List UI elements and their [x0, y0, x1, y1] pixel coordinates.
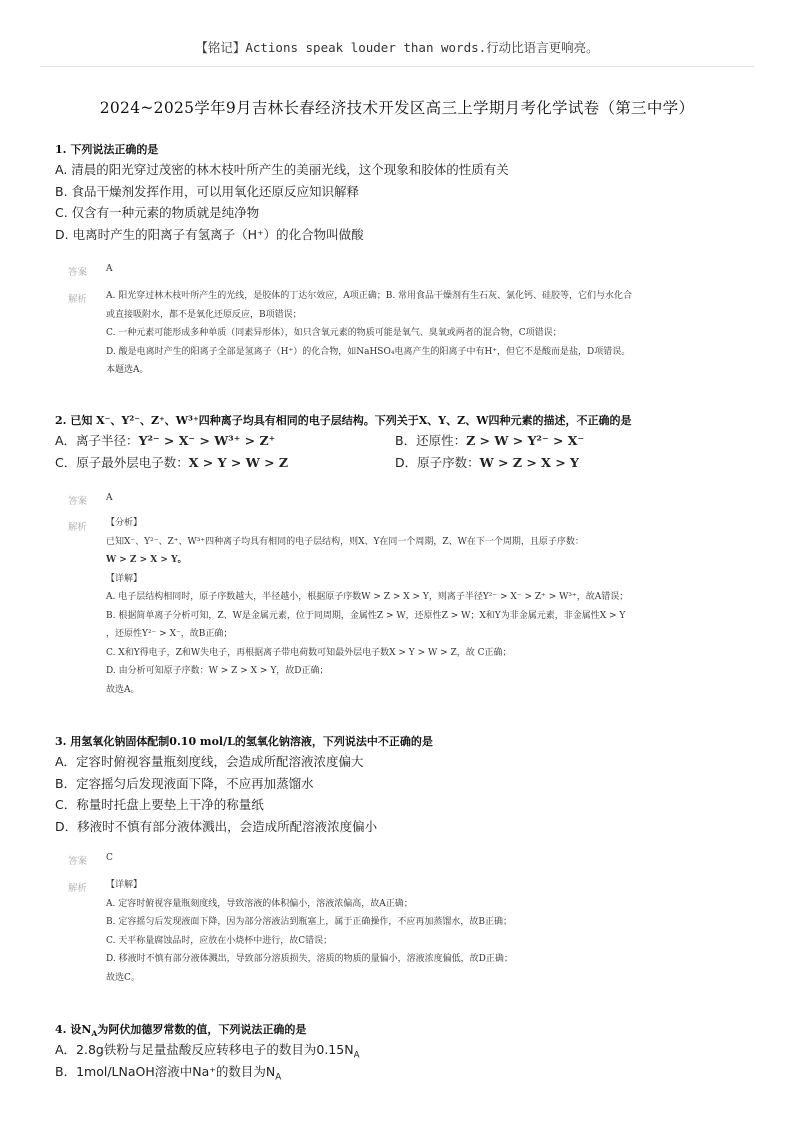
question-1-answer: A	[106, 264, 113, 274]
question-2-stem: 2. 已知 X⁻、Y²⁻、Z⁺、W³⁺四种离子均具有相同的电子层结构。下列关于X、Y、Z、W四种元素的描述，不正确的是	[55, 414, 632, 427]
question-2	[55, 412, 755, 473]
option-label: B．还原性：	[395, 433, 467, 448]
analysis-line: 已知X⁻、Y²⁻、Z⁺、W³⁺四种离子均具有相同的电子层结构，则X、Y在同一个周期，Z、W在下一个周期，且原子序数：	[106, 536, 584, 547]
question-4-option-a: A．2.8g铁粉与足量盐酸反应转移电子的数目为$0.15N_A$	[55, 1042, 360, 1061]
analysis-line: 或直接吸附水，都不是氧化还原反应，B项错误；	[106, 309, 302, 320]
analysis-line: 【详解】	[106, 573, 143, 584]
analysis-line: C. 天平称量腐蚀品时，应放在小烧杯中进行，故C错误；	[106, 935, 333, 946]
analysis-line: C. 一种元素可能形成多种单质（同素异形体），如只含氧元素的物质可能是氧气、臭氧或两者的混合物，C项错误；	[106, 328, 562, 338]
option-formula: X > Y > W > Z	[188, 454, 289, 470]
question-2-option-d	[395, 452, 735, 474]
question-3-stem: 3. 用氢氧化钠固体配制0.10 mol/L的氢氧化钠溶液，下列说法中不正确的是	[55, 735, 433, 748]
question-2-answer: A	[106, 493, 113, 503]
question-2-option-c	[55, 452, 395, 474]
analysis-line: D. 酸是电离时产生的阳离子全部是氢离子（H⁺）的化合物，如NaHSO₄电离产生的阳离子中有H⁺，但它不是酸而是盐，D项错误。	[106, 346, 631, 357]
question-3-analysis	[106, 876, 728, 987]
analysis-label: 解析	[68, 883, 88, 894]
option-label: C．原子最外层电子数：	[55, 454, 189, 470]
option-formula: Z > W > Y²⁻ > X⁻	[466, 433, 585, 448]
question-1-option-d: D. 电离时产生的阳离子有氢离子（H⁺）的化合物叫做酸	[55, 226, 364, 242]
question-1-stem: 1. 下列说法正确的是	[55, 143, 159, 156]
analysis-line: C. X和Y得电子，Z和W失电子，再根据离子带电荷数可知最外层电子数X > Y > W > Z，故 C正确；	[106, 647, 512, 658]
question-1	[55, 141, 755, 245]
option-formula: W > Z > X > Y	[479, 454, 579, 470]
analysis-line: D. 由分析可知原子序数：W > Z > X > Y，故D正确；	[106, 666, 329, 676]
option-formula: Y²⁻ > X⁻ > W³⁺ > Z⁺	[138, 433, 276, 448]
motto-header: 【铭记】Actions speak louder than words.行动比语言更响亮。	[195, 40, 599, 55]
analysis-line: W > Z > X > Y。	[106, 555, 187, 565]
analysis-label: 解析	[68, 522, 88, 533]
question-3-answer: C	[106, 853, 113, 863]
analysis-line: ，还原性Y²⁻ > X⁻，故B正确；	[106, 629, 233, 639]
question-4-option-b: B．1mol/LNaOH溶液中Na⁺的数目为$N_A$	[55, 1063, 282, 1082]
header-divider	[40, 66, 754, 67]
question-3-option-c: C．称量时托盘上要垫上干净的称量纸	[55, 797, 264, 812]
analysis-line: 故选C。	[106, 972, 140, 983]
page-title: 2024~2025学年9月吉林长春经济技术开发区高三上学期月考化学试卷（第三中学）	[99, 99, 695, 117]
analysis-line: 故选A。	[106, 684, 140, 695]
question-1-analysis	[106, 287, 728, 380]
question-1-option-b: B. 食品干燥剂发挥作用，可以用氧化还原反应知识解释	[55, 183, 360, 199]
question-2-option-a	[55, 430, 395, 452]
analysis-line: 本题选A。	[106, 365, 149, 375]
analysis-line: B. 定容摇匀后发现液面下降，因为部分溶液沾到瓶塞上，属于正确操作，不应再加蒸馏水，故B正确；	[106, 917, 512, 927]
question-4	[55, 1021, 755, 1082]
answer-label: 答案	[68, 856, 88, 867]
analysis-line: A. 电子层结构相同时，原子序数越大，半径越小，根据原子序数W > Z > X > Y，则离子半径Y²⁻ > X⁻ > Z⁺ > W³⁺，故A错误；	[106, 592, 629, 602]
question-4-stem: 4. 设$N_A$为阿伏加德罗常数的值，下列说法正确的是	[55, 1023, 307, 1039]
question-1-option-a: A. 清晨的阳光穿过茂密的林木枝叶所产生的美丽光线，这个现象和胶体的性质有关	[55, 162, 509, 177]
answer-label: 答案	[68, 267, 88, 278]
question-2-option-b	[395, 430, 735, 452]
answer-label: 答案	[68, 496, 88, 507]
analysis-line: D. 移液时不慎有部分液体溅出，导致部分溶质损失，溶质的物质的量偏小，溶液浓度偏低，故D正确；	[106, 954, 513, 964]
analysis-line: A. 阳光穿过林木枝叶所产生的光线，是胶体的丁达尔效应，A项正确；B. 常用食品干燥剂有生石灰、氯化钙、硅胶等，它们与水化合	[106, 291, 633, 301]
question-3-option-d: D．移液时不慎有部分液体溅出，会造成所配溶液浓度偏小	[55, 818, 378, 834]
question-2-analysis	[106, 514, 728, 699]
question-1-option-c: C. 仅含有一种元素的物质就是纯净物	[55, 205, 260, 220]
analysis-line: 【详解】	[106, 880, 143, 890]
question-3-option-a: A．定容时俯视容量瓶刻度线，会造成所配溶液浓度偏大	[55, 754, 364, 769]
analysis-line: A. 定容时俯视容量瓶刻度线，导致溶液的体积偏小，溶液浓偏高，故A正确；	[106, 898, 413, 909]
option-label: D．原子序数：	[395, 454, 480, 470]
analysis-label: 解析	[68, 294, 88, 305]
question-3	[55, 733, 755, 837]
option-label: A．离子半径：	[55, 433, 139, 448]
analysis-line: 【分析】	[106, 518, 143, 528]
analysis-line: B. 根据简单离子分析可知，Z、W是金属元素，位于同周期，金属性Z > W，还原性Z > W；X和Y为非金属元素，非金属性X > Y	[106, 610, 626, 621]
question-3-option-b: B．定容摇匀后发现液面下降，不应再加蒸馏水	[55, 775, 314, 791]
